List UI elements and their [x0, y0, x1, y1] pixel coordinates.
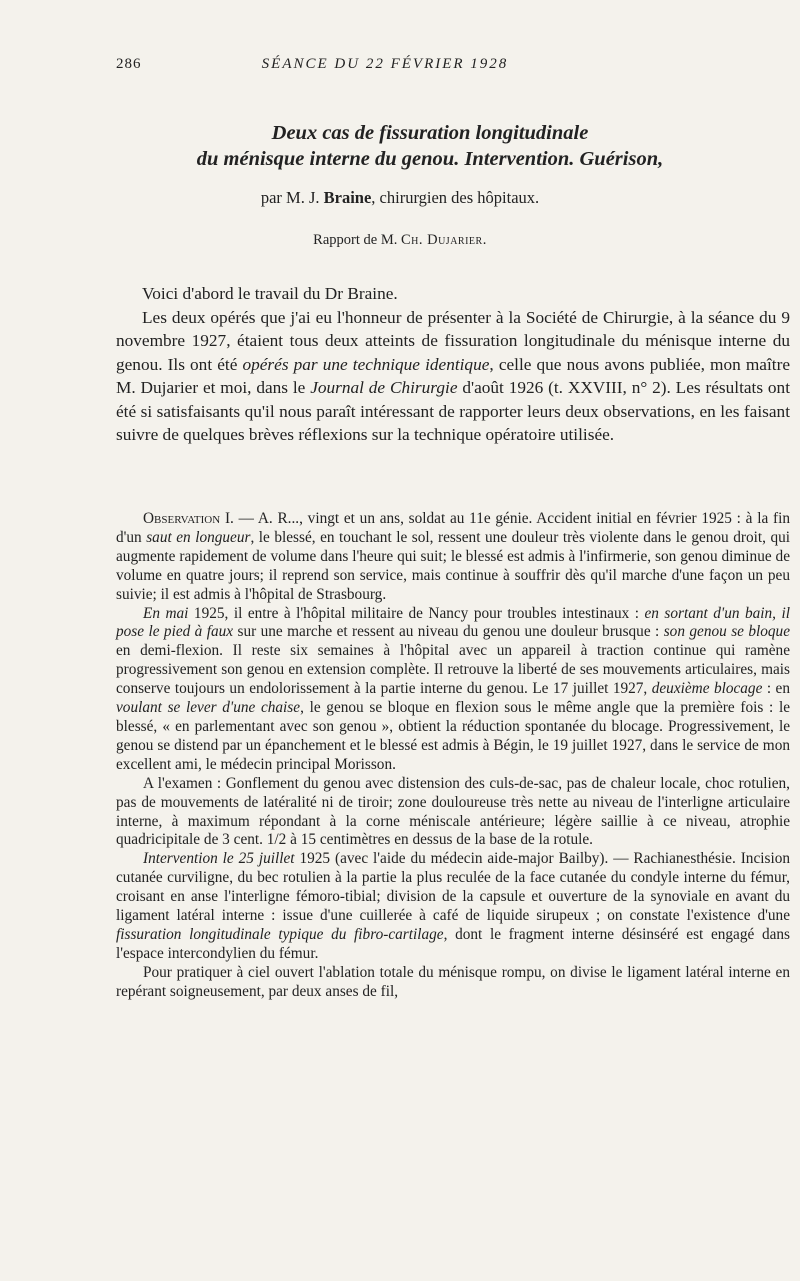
rapport-line — [0, 232, 800, 249]
title-line-2: du ménisque interne du genou. Intervention. Guérison, — [196, 148, 664, 170]
observation-paragraph-5: Pour pratiquer à ciel ouvert l'ablation totale du ménisque rompu, on divise le ligament latéral interne en repérant soigneusement, par deux anses de fil, — [116, 963, 790, 1000]
running-title: SÉANCE DU 22 FÉVRIER 1928 — [261, 56, 509, 72]
intro-paragraph-2: Les deux opérés que j'ai eu l'honneur de présenter à la Société de Chirurgie, à la séance du 9 novembre 1927, étaient tous deux atteints de fissuration longitudinale du ménisque interne du genou. Ils ont été opérés par une technique identique, celle que nous avons publiée, mon maître M. Dujarier et moi, dans le Journal de Chirurgie d'août 1926 (t. XXVIII, n° 2). Les résultats ont été si satisfaisants qu'il nous paraît intéressant de rapporter leurs deux observations, en les faisant suivre de quelques brèves réflexions sur la technique opératoire utilisée. — [116, 307, 791, 444]
observation-paragraph-2: En mai 1925, il entre à l'hôpital militaire de Nancy pour troubles intestinaux : en sortant d'un bain, il pose le pied à faux sur une marche et ressent au niveau du genou une douleur brusque : son genou se bloque en demi-flexion. Il reste six semaines à l'hôpital avec un appareil à traction continue qui ramène progressivement son genou en extension complète. Il retrouve la liberté de ses mouvements articulaires, mais conserve toujours un endolorissement à la partie interne du genou. Le 17 juillet 1927, deuxième blocage : en voulant se lever d'une chaise, le genou se bloque en flexion sous le même angle que la première fois : le blessé, « en parlementant avec son genou », obtient la réduction spontanée du blocage. Progressivement, le genou se distend par un épanchement et le blessé est admis à Bégin, le 19 juillet 1927, dans le service de mon excellent ami, le médecin principal Morisson. — [116, 604, 790, 773]
observation-paragraph-1: Observation I. — A. R..., vingt et un ans, soldat au 11e génie. Accident initial en février 1925 : à la fin d'un saut en longueur, le blessé, en touchant le sol, ressent une douleur très violente dans le genou droit, qui augmente rapidement de volume dans l'heure qui suit; le blessé est admis à l'infirmerie, son genou diminue de volume en quatre jours; il reprend son service, mais continue à souffrir dès qu'il marche d'une façon un peu suivie; il est admis à l'hôpital de Strasbourg. — [116, 510, 791, 603]
byline — [0, 188, 800, 208]
rapporteur-name: Ch. Dujarier. — [400, 232, 487, 248]
article-title — [100, 120, 760, 172]
page-number: 286 — [116, 56, 142, 72]
rapport-prefix: Rapport de M. — [313, 232, 401, 248]
observation-text — [116, 510, 790, 1002]
intro-paragraph-1: Voici d'abord le travail du Dr Braine. — [142, 284, 398, 303]
running-head — [116, 56, 744, 80]
byline-prefix: par M. J. — [260, 188, 324, 207]
observation-paragraph-4: Intervention le 25 juillet 1925 (avec l'aide du médecin aide-major Bailby). — Rachianesthésie. Incision cutanée curviligne, du bec rotulien à la partie la plus reculée de la face cutanée du condyle interne du fémur, croisant en anse l'interligne fémoro-tibial; division de la capsule et ouverture de la synoviale en avant du ligament latéral interne : issue d'une cuillerée à café de liquide sirupeux ; on constate l'existence d'une fissuration longitudinale typique du fibro-cartilage, dont le fragment interne désinséré est engagé dans l'espace intercondylien du fémur. — [116, 850, 790, 962]
author-name: Braine — [323, 188, 372, 207]
observation-paragraph-3: A l'examen : Gonflement du genou avec distension des culs-de-sac, pas de chaleur locale, choc rotulien, pas de mouvements de latéralité ni de tiroir; zone douloureuse très nette au niveau de l'interligne articulaire interne, à maximum répondant à la corne méniscale antérieure; légère saillie à ce niveau, atrophie quadricipitale de 3 cent. 1/2 à 15 centimètres en dessus de la base de la rotule. — [116, 774, 790, 849]
title-line-1: Deux cas de fissuration longitudinale — [271, 122, 589, 144]
byline-suffix: , chirurgien des hôpitaux. — [371, 188, 540, 207]
intro-text — [116, 282, 790, 447]
observation-label: Observation I. — [143, 510, 234, 527]
